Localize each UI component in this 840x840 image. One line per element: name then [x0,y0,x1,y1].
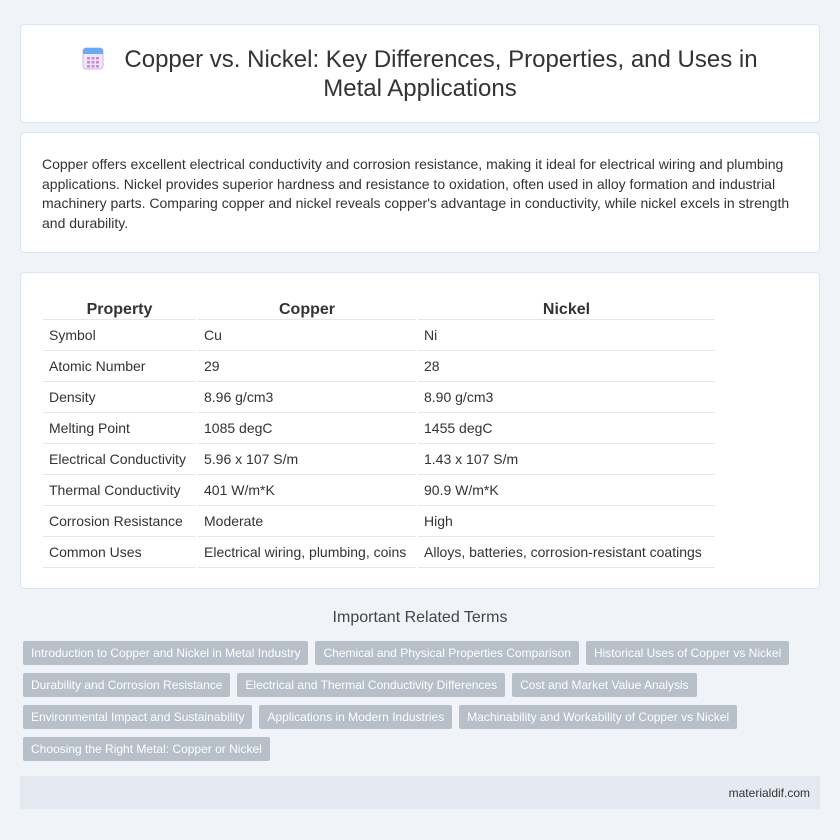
header-property: Property [43,295,197,319]
copper-cell: 5.96 x 107 S/m [197,443,417,474]
header-nickel: Nickel [417,295,715,319]
property-cell: Corrosion Resistance [43,505,197,536]
page-title-wrap [21,45,819,103]
calendar-icon [82,46,104,70]
table-row [43,319,715,350]
copper-cell: 8.96 g/cm3 [197,381,417,412]
copper-cell: Electrical wiring, plumbing, coins [197,536,417,567]
footer-site-link[interactable]: materialdif.com [728,786,810,800]
property-cell: Melting Point [43,412,197,443]
property-cell: Common Uses [43,536,197,567]
table-row [43,505,715,536]
nickel-cell: 90.9 W/m*K [417,474,715,505]
comparison-card [20,272,820,589]
related-term-tag[interactable]: Electrical and Thermal Conductivity Differences [237,673,505,697]
property-cell: Symbol [43,319,197,350]
copper-cell: 29 [197,350,417,381]
header-copper: Copper [197,295,417,319]
nickel-cell: Ni [417,319,715,350]
related-term-tag[interactable]: Historical Uses of Copper vs Nickel [586,641,789,665]
related-term-tag[interactable]: Cost and Market Value Analysis [512,673,697,697]
nickel-cell: 1.43 x 107 S/m [417,443,715,474]
nickel-cell: Alloys, batteries, corrosion-resistant coatings [417,536,715,567]
property-cell: Density [43,381,197,412]
copper-cell: 401 W/m*K [197,474,417,505]
nickel-cell: 1455 degC [417,412,715,443]
related-term-tag[interactable]: Durability and Corrosion Resistance [23,673,230,697]
table-header-row [43,295,715,319]
related-term-tag[interactable]: Environmental Impact and Sustainability [23,705,252,729]
table-row [43,536,715,567]
table-row [43,474,715,505]
comparison-table [43,295,715,568]
nickel-cell: 8.90 g/cm3 [417,381,715,412]
nickel-cell: High [417,505,715,536]
related-term-tag[interactable]: Introduction to Copper and Nickel in Metal Industry [23,641,308,665]
table-row [43,381,715,412]
property-cell: Thermal Conductivity [43,474,197,505]
title-card [20,24,820,123]
intro-paragraph: Copper offers excellent electrical conductivity and corrosion resistance, making it ideal for electrical wiring and plumbing applications. Nickel provides superior hardness and resistance to oxidation, often used in alloy formation and industrial machinery parts. Comparing copper and nickel reveals copper's advantage in conductivity, while nickel excels in strength and durability. [42,156,790,231]
footer-bar [20,776,820,809]
intro-card [20,132,820,253]
related-term-tag[interactable]: Applications in Modern Industries [259,705,452,729]
copper-cell: Cu [197,319,417,350]
related-term-tag[interactable]: Choosing the Right Metal: Copper or Nickel [23,737,270,761]
table-row [43,412,715,443]
related-terms-list [23,641,803,761]
table-row [43,350,715,381]
page-title: Copper vs. Nickel: Key Differences, Properties, and Uses in Metal Applications [124,46,758,102]
table-row [43,443,715,474]
related-terms-heading: Important Related Terms [332,609,508,626]
related-term-tag[interactable]: Machinability and Workability of Copper vs Nickel [459,705,737,729]
nickel-cell: 28 [417,350,715,381]
property-cell: Electrical Conductivity [43,443,197,474]
copper-cell: 1085 degC [197,412,417,443]
copper-cell: Moderate [197,505,417,536]
property-cell: Atomic Number [43,350,197,381]
related-term-tag[interactable]: Chemical and Physical Properties Comparison [315,641,578,665]
